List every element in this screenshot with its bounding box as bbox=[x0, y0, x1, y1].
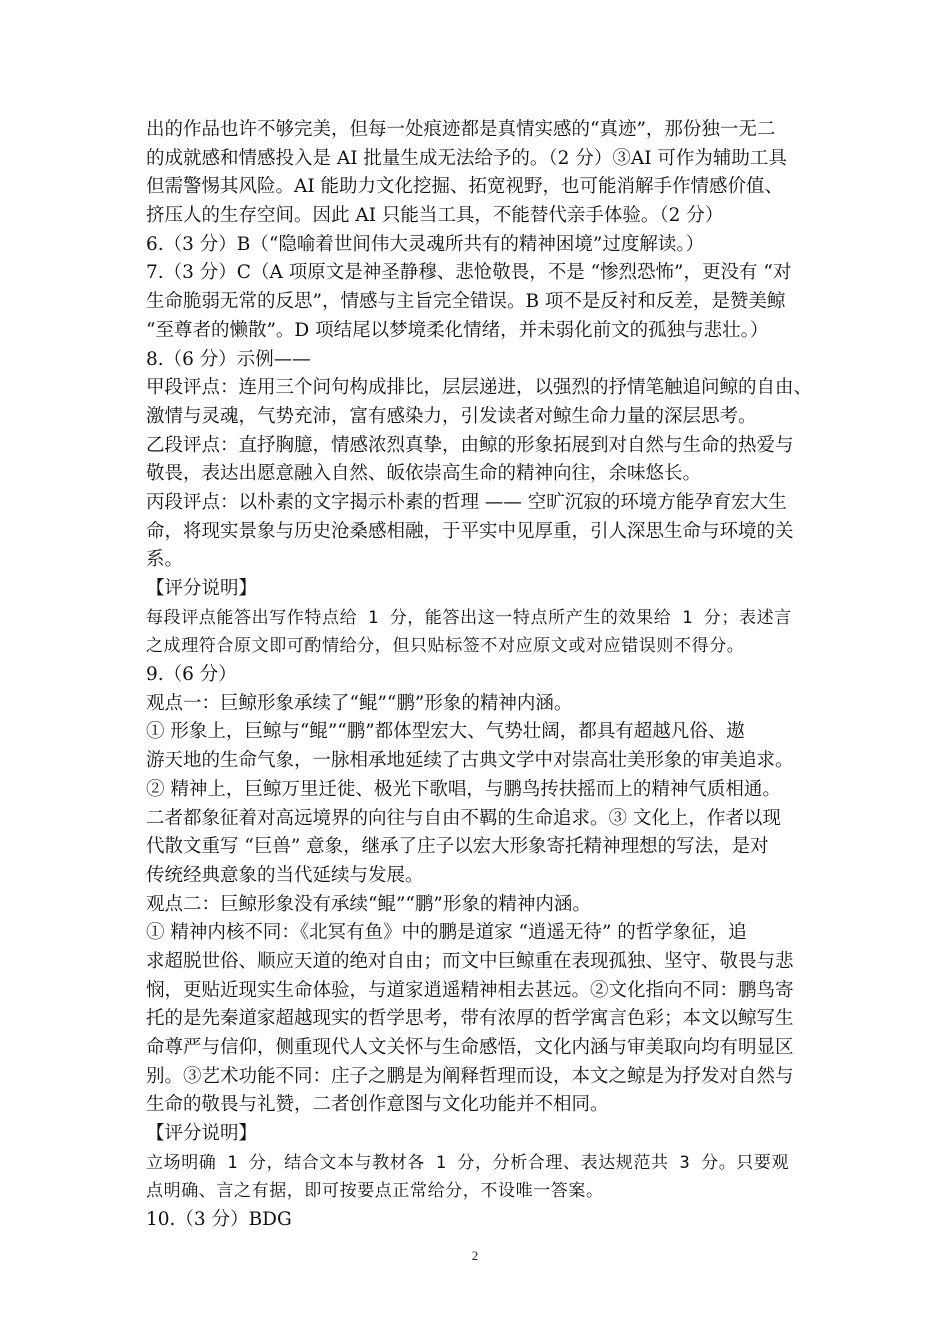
text-line: 求超脱世俗、顺应天道的绝对自由；而文中巨鲸重在表现孤独、坚守、敬畏与悲 bbox=[146, 950, 794, 972]
text-line: ② 精神上，巨鲸万里迁徙、极光下歌唱，与鹏鸟抟扶摇而上的精神气质相通。 bbox=[146, 778, 781, 800]
text-line: 生命的敬畏与礼赞，二者创作意图与文化功能并不相同。 bbox=[146, 1094, 609, 1116]
text-line: 的成就感和情感投入是 AI 批量生成无法给予的。（2 分）③AI 可作为辅助工具 bbox=[146, 147, 787, 169]
text-line: ① 精神内核不同：《北冥有鱼》中的鹏是道家 “逍遥无待” 的哲学象征，追 bbox=[146, 922, 747, 944]
grading-note: 每段评点能答出写作特点给 1 分，能答出这一特点所产生的效果给 1 分；表述言 bbox=[146, 607, 792, 628]
grading-heading: 【评分说明】 bbox=[146, 1123, 258, 1145]
answer-text-block bbox=[146, 116, 813, 1235]
text-line: “至尊者的懒散”。D 项结尾以梦境柔化情绪，并未弱化前文的孤独与悲壮。） bbox=[146, 319, 769, 341]
page-number: 2 bbox=[471, 1248, 479, 1263]
text-line: 丙段评点：以朴素的文字揭示朴素的哲理 —— 空旷沉寂的环境方能孕育宏大生 bbox=[146, 491, 787, 513]
grading-heading: 【评分说明】 bbox=[146, 578, 258, 599]
text-line: ① 形象上，巨鲸与“鲲”“鹏”都体型宏大、气势壮阔，都具有超越凡俗、遨 bbox=[146, 721, 745, 743]
grading-note: 之成理符合原文即可酌情给分，但只贴标签不对应原文或对应错误则不得分。 bbox=[146, 636, 745, 657]
text-line: 但需警惕其风险。AI 能助力文化挖掘、拓宽视野，也可能消解手作情感价值、 bbox=[146, 176, 784, 198]
text-line: 敬畏，表达出愿意融入自然、皈依崇高生命的精神向往，余味悠长。 bbox=[146, 463, 702, 485]
answer-9: 9.（6 分） bbox=[146, 664, 237, 686]
text-line: 代散文重写 “巨兽” 意象，继承了庄子以宏大形象寄托精神理想的写法，是对 bbox=[146, 836, 769, 858]
text-line: 命尊严与信仰，侧重现代人文关怀与生命感悟，文化内涵与审美取向均有明显区 bbox=[146, 1037, 794, 1058]
text-line: 托的是先秦道家超越现实的哲学思考，带有浓厚的哲学寓言色彩；本文以鲸写生 bbox=[146, 1008, 794, 1030]
text-line: 乙段评点：直抒胸臆，情感浓烈真挚，由鲸的形象拓展到对自然与生命的热爱与 bbox=[146, 434, 794, 456]
text-line: 观点一：巨鲸形象承续了“鲲”“鹏”形象的精神内涵。 bbox=[146, 692, 573, 714]
answer-6: 6.（3 分）B（“隐喻着世间伟大灵魂所共有的精神困境”过度解读。） bbox=[146, 233, 705, 255]
text-line: 挤压人的生存空间。因此 AI 只能当工具，不能替代亲手体验。（2 分） bbox=[146, 205, 724, 227]
grading-note: 点明确、言之有据，即可按要点正常给分，不设唯一答案。 bbox=[146, 1181, 604, 1202]
text-line: 观点二：巨鲸形象没有承续“鲲”“鹏”形象的精神内涵。 bbox=[146, 893, 591, 915]
answer-7: 7.（3 分）C（A 项原文是神圣静穆、悲怆敬畏，不是 “惨烈恐怖”，更没有 “对 bbox=[146, 262, 792, 284]
text-line: 游天地的生命气象，一脉相承地延续了古典文学中对崇高壮美形象的审美追求。 bbox=[146, 750, 794, 772]
answer-10: 10.（3 分）BDG bbox=[146, 1209, 292, 1231]
answer-8: 8.（6 分）示例—— bbox=[146, 348, 311, 370]
text-line: 传统经典意象的当代延续与发展。 bbox=[146, 864, 424, 886]
text-line: 出的作品也许不够完美，但每一处痕迹都是真情实感的“真迹”，那份独一无二 bbox=[146, 119, 776, 140]
text-line: 悯，更贴近现实生命体验，与道家逍遥精神相去甚远。②文化指向不同：鹏鸟寄 bbox=[146, 979, 794, 1001]
text-line: 激情与灵魂，气势充沛，富有感染力，引发读者对鲸生命力量的深层思考。 bbox=[146, 405, 757, 427]
text-line: 命，将现实景象与历史沧桑感相融，于平实中见厚重，引人深思生命与环境的关 bbox=[146, 520, 794, 542]
grading-note: 立场明确 1 分，结合文本与教材各 1 分，分析合理、表达规范共 3 分。只要观 bbox=[146, 1152, 790, 1173]
text-line: 别。③艺术功能不同：庄子之鹏是为阐释哲理而设，本文之鲸是为抒发对自然与 bbox=[146, 1065, 794, 1087]
text-line: 二者都象征着对高远境界的向往与自由不羁的生命追求。③ 文化上，作者以现 bbox=[146, 807, 781, 829]
text-line: 生命脆弱无常的反思”，情感与主旨完全错误。B 项不是反衬和反差，是赞美鲸 bbox=[146, 291, 786, 313]
text-line: 系。 bbox=[146, 549, 184, 571]
text-line: 甲段评点：连用三个问句构成排比，层层递进，以强烈的抒情笔触追问鲸的自由、 bbox=[146, 377, 813, 399]
